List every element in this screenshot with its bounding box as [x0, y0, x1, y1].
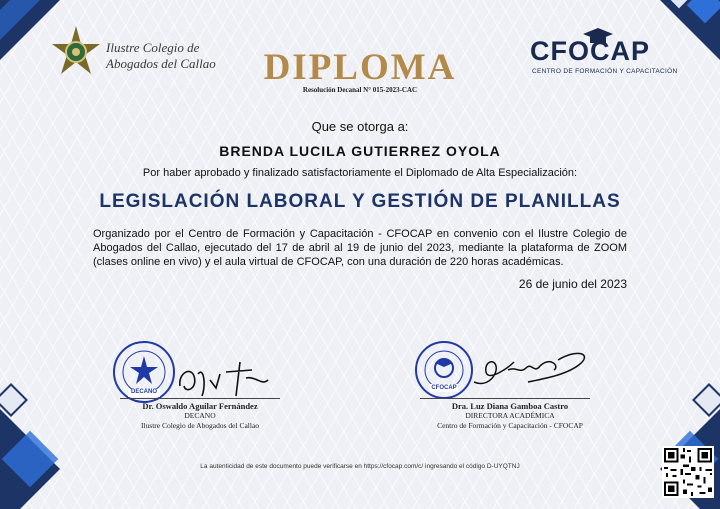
award-reason: Por haber aprobado y finalizado satisfactoriamente el Diplomado de Alta Especialización:: [142, 167, 578, 179]
verification-note: La autenticidad de este documento puede verificarse en https://cfocap.com/c/ ingresando el código D-UYQTNJ: [200, 463, 520, 470]
decano-role: DECANO: [184, 411, 216, 420]
diploma-title: DIPLOMA: [263, 47, 457, 88]
cfocap-stamp: [414, 340, 474, 400]
directora-institution: Centro de Formación y Capacitación - CFOCAP: [437, 421, 583, 430]
cfocap-stamp-label: CFOCAP: [431, 385, 457, 391]
signature-line-directora: [420, 398, 590, 399]
decano-signature: [176, 356, 272, 400]
directora-name: Dra. Luz Diana Gamboa Castro: [451, 401, 569, 411]
directora-role: DIRECTORA ACADÉMICA: [465, 411, 555, 420]
bottom-left-corner-ornament: [0, 369, 80, 509]
resolution-number: Resolución Decanal N° 015-2023-CAC: [302, 86, 418, 94]
decano-name: Dr. Oswaldo Aguilar Fernández: [142, 401, 258, 411]
colegio-name-line2: Abogados del Callao: [106, 56, 216, 71]
issue-date: 26 de junio del 2023: [518, 277, 627, 291]
awarded-to-label: Que se otorga a:: [311, 119, 409, 134]
recipient-name: BRENDA LUCILA GUTIERREZ OYOLA: [219, 143, 501, 159]
directora-signature: [468, 348, 596, 392]
decano-signature-block: [90, 401, 310, 431]
decano-institution: Ilustre Colegio de Abogados del Callao: [140, 421, 260, 430]
cfocap-subtitle: CENTRO DE FORMACIÓN Y CAPACITACIÓN: [532, 68, 678, 75]
course-title: LEGISLACIÓN LABORAL Y GESTIÓN DE PLANILLAS: [99, 191, 621, 212]
cfocap-logo: CFOCAP: [530, 36, 650, 66]
signature-line-decano: [120, 398, 280, 399]
decano-stamp-label: DECANO: [130, 389, 157, 395]
qr-code[interactable]: [662, 446, 714, 498]
directora-signature-block: [400, 401, 620, 431]
course-description: Organizado por el Centro de Formación y Capacitación - CFOCAP en convenio con el Ilustre Colegio de Abogados del Callao, ejecutado del 17 de abril al 19 de junio del 2023, mediante la plataforma de ZOOM (clases online en vivo) y el aula virtual de CFOCAP, con una duración de 220 horas académicas.: [93, 228, 627, 268]
colegio-name-line1: Ilustre Colegio de: [106, 40, 200, 55]
